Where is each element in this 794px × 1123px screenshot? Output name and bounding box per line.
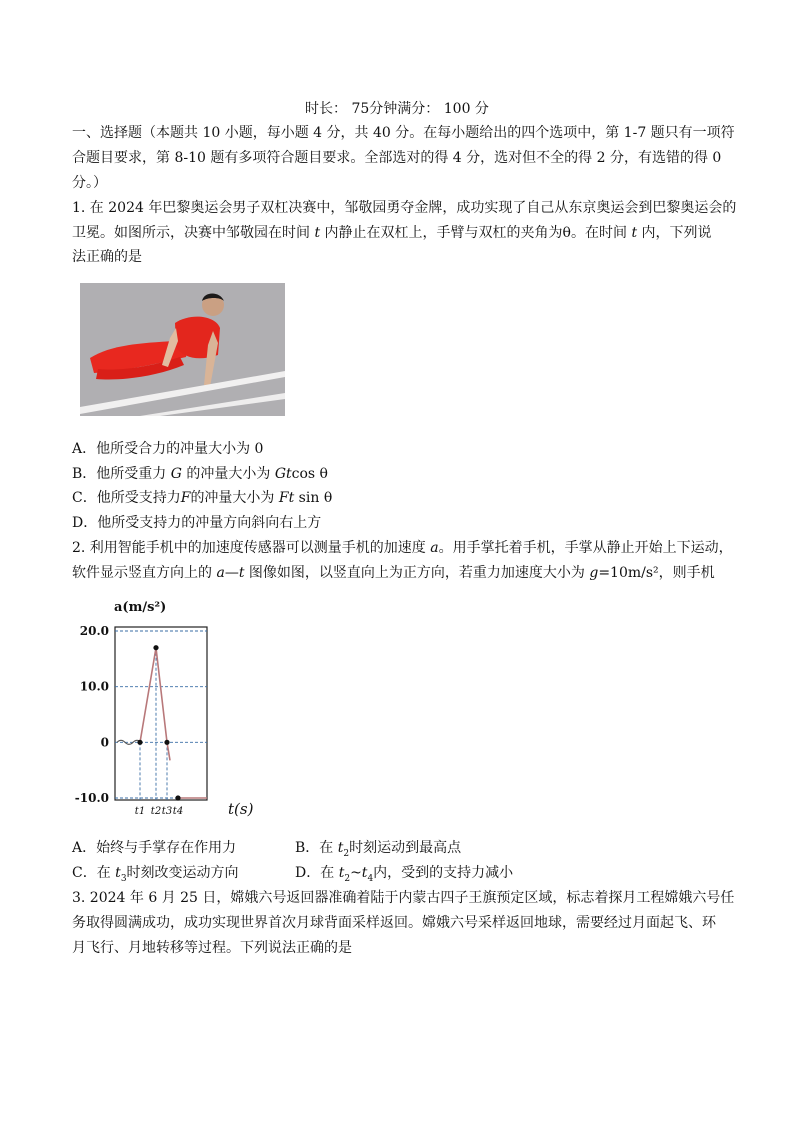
data-point <box>137 740 142 745</box>
q2-options-row-1 <box>72 838 752 858</box>
q1-stem-line-3: 法正确的是 <box>72 249 142 265</box>
x-tick-label: t2 <box>150 806 162 817</box>
q2-stem-line-2: 软件显示竖直方向上的 a—t 图像如图，以竖直向上为正方向，若重力加速度大小为 g=10m/s²，则手机 <box>72 565 715 581</box>
data-point <box>175 795 180 800</box>
x-axis-label: t(s) <box>228 800 254 818</box>
x-tick-label: t3 <box>161 806 173 817</box>
q3-stem-line-1: 3. 2024 年 6 月 25 日，嫦娥六号返回器准确着陆于内蒙古四子王旗预定区域，标志着探月工程嫦娥六号任 <box>72 890 735 906</box>
q2-options-row-2 <box>72 863 752 883</box>
x-tick-label: t4 <box>172 806 184 817</box>
x-tick-label: t1 <box>134 806 146 817</box>
q1-option-d: D．他所受支持力的冲量方向斜向右上方 <box>72 515 322 531</box>
section-instructions-line-2: 合题目要求，第 8-10 题有多项符合题目要求。全部选对的得 4 分，选对但不全的得 2 分，有选错的得 0 <box>72 150 722 166</box>
q1-stem-line-2: 卫冕。如图所示，决赛中邹敬园在时间 t 内静止在双杠上，手臂与双杠的夹角为θ。在时间 t 内，下列说 <box>72 225 712 241</box>
plot-frame <box>115 627 207 800</box>
q2-option-c: C．在 $t_3$时刻改变运动方向 <box>72 865 239 884</box>
q1-stem-line-1: 1. 在 2024 年巴黎奥运会男子双杠决赛中，邹敬园勇夺金牌，成功实现了自己从东京奥运会到巴黎奥运会的 <box>72 200 737 216</box>
y-tick-label: 0 <box>100 735 109 750</box>
q2-option-b: B．在 $t_2$时刻运动到最高点 <box>295 840 462 859</box>
q1-option-a: A．他所受合力的冲量大小为 0 <box>72 441 264 457</box>
y-tick-label: -10.0 <box>74 791 109 805</box>
gymnast-illustration <box>80 283 285 416</box>
y-tick-label: 10.0 <box>79 679 109 694</box>
chart-layer <box>75 624 207 817</box>
data-line-series <box>140 648 167 743</box>
q1-option-c: C．他所受支持力F的冲量大小为 Ft sin θ <box>72 490 333 506</box>
q3-stem-line-2: 务取得圆满成功，成功实现世界首次月球背面采样返回。嫦娥六号采样返回地球，需要经过月面起飞、环 <box>72 915 716 931</box>
y-tick-label: 20.0 <box>79 624 109 638</box>
q3-stem-line-3: 月飞行、月地转移等过程。下列说法正确的是 <box>72 940 352 956</box>
data-point <box>164 740 169 745</box>
data-point <box>153 645 158 650</box>
q2-stem-line-1: 2. 利用智能手机中的加速度传感器可以测量手机的加速度 a。用手掌托着手机，手掌从静止开始上下运动， <box>72 540 733 556</box>
q1-option-b: B．他所受重力 G 的冲量大小为 Gtcos θ <box>72 466 328 482</box>
q2-option-d: D．在 $t_2\sim t_4$内，受到的支持力减小 <box>295 865 514 884</box>
q2-option-a: A．始终与手掌存在作用力 <box>72 840 237 856</box>
section-instructions-line-1: 一、选择题（本题共 10 小题，每小题 4 分，共 40 分。在每小题给出的四个选项中，第 1-7 题只有一项符 <box>72 125 735 141</box>
gymnast-photo <box>80 283 285 416</box>
y-axis-label: a(m/s²) <box>114 600 167 615</box>
section-instructions-line-3: 分。） <box>72 175 107 191</box>
exam-duration: 时长： 75分钟满分： 100 分 <box>305 101 489 117</box>
acceleration-time-chart <box>72 596 312 826</box>
